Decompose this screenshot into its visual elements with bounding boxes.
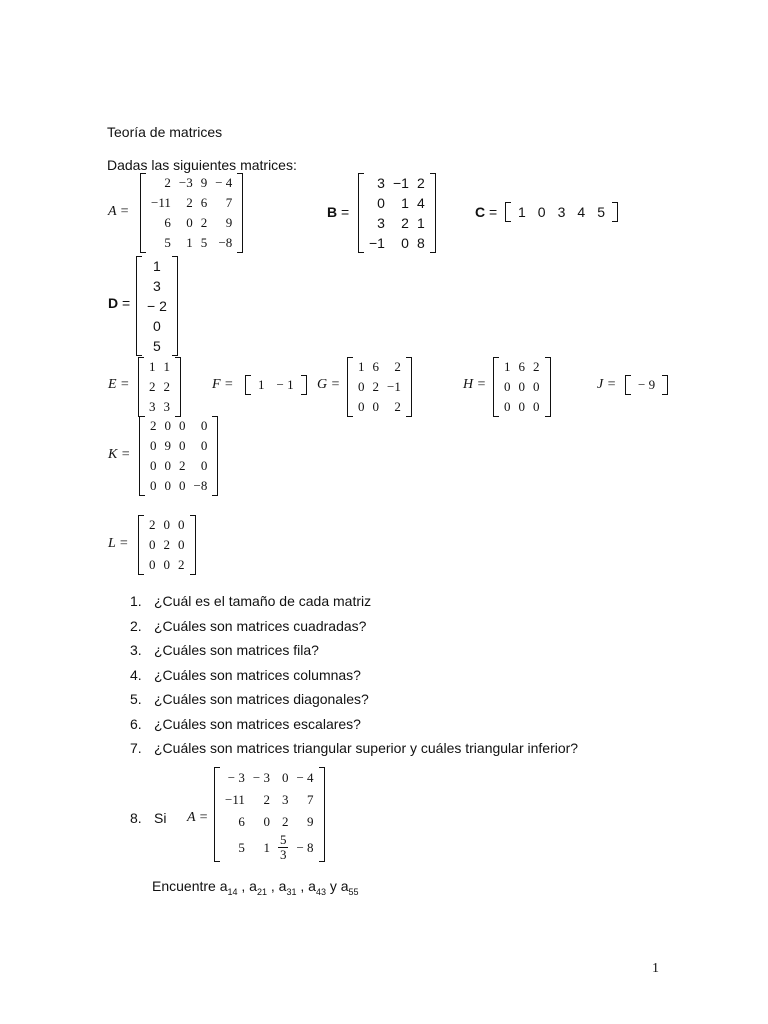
- matrix-entry: 0: [153, 318, 161, 334]
- matrix-entry: − 3: [252, 770, 270, 785]
- matrix-B: [358, 173, 436, 253]
- label-C: C =: [475, 204, 498, 220]
- matrix-entry: 0: [150, 478, 157, 493]
- matrix-entry: −1: [387, 379, 401, 394]
- label-F: F =: [212, 377, 234, 392]
- matrix-entry: 5: [153, 338, 161, 354]
- label-D: D =: [108, 295, 131, 311]
- label-A: A =: [108, 204, 130, 219]
- matrix-entry: 2: [394, 399, 401, 414]
- matrix-entry: 2: [163, 379, 170, 394]
- matrix-entry: 7: [307, 792, 314, 807]
- matrix-entry: 2: [200, 215, 208, 230]
- question-number: 1.: [130, 593, 142, 609]
- matrix-entry: 0: [533, 399, 540, 414]
- matrix-entry: −11: [151, 195, 171, 210]
- matrix-entry: 0: [533, 379, 540, 394]
- matrix-entry: 1: [504, 359, 511, 374]
- matrix-entry: 2: [150, 418, 157, 433]
- question-item: [130, 593, 578, 618]
- label-L: L =: [108, 536, 129, 551]
- matrix-entry: − 4: [296, 770, 314, 785]
- matrix-entry: 2: [149, 379, 156, 394]
- question-number: 3.: [130, 642, 142, 658]
- matrix-entry: 2: [533, 359, 540, 374]
- matrix-entry: 6: [164, 215, 171, 230]
- matrix-entry: − 2: [147, 298, 167, 314]
- label-H: H =: [463, 377, 487, 392]
- matrix-entry: 0: [179, 418, 186, 433]
- matrix-entry: 0: [164, 458, 171, 473]
- matrix-D: [136, 256, 178, 356]
- matrix-K: [139, 416, 218, 496]
- matrix-entry: 1: [149, 359, 156, 374]
- matrix-A2: [214, 767, 325, 862]
- matrix-entry: 2: [163, 537, 170, 552]
- label-B: B =: [327, 204, 350, 220]
- matrix-entry: 0: [358, 399, 365, 414]
- matrix-entry: 0: [372, 399, 379, 414]
- matrix-entry: 0: [401, 235, 409, 251]
- matrix-entry: 5: [164, 235, 171, 250]
- question-number: 6.: [130, 715, 142, 732]
- matrix-entry: 0: [377, 195, 385, 211]
- matrix-entry: 5: [200, 235, 208, 250]
- matrix-entry: 1: [153, 258, 161, 274]
- page-title: Teoría de matrices: [107, 124, 223, 140]
- matrix-entry: 2: [394, 359, 401, 374]
- question-item: [130, 618, 578, 643]
- matrix-entry: 0: [150, 438, 157, 453]
- matrix-entry: 0: [358, 379, 365, 394]
- matrix-entry: 0: [263, 814, 270, 829]
- matrix-entry: 2: [178, 557, 185, 572]
- matrix-entry: 0: [149, 537, 156, 552]
- matrix-entry: 3: [557, 204, 566, 220]
- matrix-entry: 0: [150, 458, 157, 473]
- label-E: E =: [108, 377, 130, 392]
- matrix-entry: 0: [537, 204, 546, 220]
- matrix-A: [140, 173, 243, 253]
- matrix-entry: 5: [597, 204, 605, 220]
- matrix-entry: 3: [281, 792, 289, 807]
- question-item: [130, 740, 578, 765]
- matrix-entry: 0: [164, 478, 171, 493]
- matrix-entry: −11: [225, 792, 245, 807]
- matrix-entry: 5: [238, 839, 245, 855]
- matrix-H: [493, 357, 551, 417]
- matrix-entry: 4: [416, 195, 425, 211]
- matrix-entry: 6: [200, 195, 208, 210]
- matrix-J: [625, 375, 668, 395]
- matrix-entry: 2: [149, 517, 156, 532]
- label-A2: A =: [187, 810, 209, 825]
- matrix-entry: 9: [200, 175, 208, 190]
- matrix-entry: 0: [163, 557, 170, 572]
- matrix-C: [505, 202, 618, 222]
- matrix-entry: − 3: [227, 770, 245, 785]
- find-instruction: Encuentre $a_{14}$ , $a_{21}$ , $a_{31}$ , $a_{43}$ y $a_{55}$: [152, 878, 359, 897]
- matrix-entry: 0: [178, 517, 185, 532]
- matrix-entry: −8: [218, 235, 233, 250]
- label-G: G =: [317, 377, 341, 392]
- matrix-entry: 0: [504, 379, 511, 394]
- matrix-entry: 0: [179, 438, 186, 453]
- matrix-F: [245, 375, 307, 395]
- matrix-entry: 2: [179, 458, 186, 473]
- matrix-entry: 6: [238, 814, 245, 829]
- question-text: ¿Cuáles son matrices triangular superior y cuáles triangular inferior?: [154, 740, 579, 756]
- matrix-entry: 9: [307, 814, 314, 829]
- matrix-entry: −1: [392, 175, 409, 191]
- matrix-entry: 0: [163, 517, 170, 532]
- matrix-entry: 1: [358, 359, 365, 374]
- matrix-entry: 0: [200, 438, 208, 453]
- matrix-entry: 0: [178, 537, 185, 552]
- matrix-entry: 0: [504, 399, 511, 414]
- matrix-entry-fraction: $\frac{5}{3}$: [279, 832, 287, 862]
- matrix-entry: −1: [369, 235, 385, 251]
- matrix-entry: 2: [281, 814, 289, 829]
- matrix-entry: − 9: [638, 377, 656, 392]
- intro-text: Dadas las siguientes matrices:: [107, 157, 297, 173]
- matrix-entry: 6: [518, 359, 525, 374]
- question-text: ¿Cuáles son matrices fila?: [154, 642, 319, 658]
- matrix-entry: 3: [163, 399, 170, 414]
- matrix-entry: 1: [416, 215, 425, 231]
- question-item: [130, 691, 578, 716]
- matrix-entry: 6: [372, 359, 379, 374]
- question-list: [130, 593, 578, 765]
- matrix-E: [138, 357, 181, 417]
- matrix-entry: 9: [164, 438, 171, 453]
- question-number: 2.: [130, 617, 142, 634]
- question-number: 5.: [130, 691, 142, 707]
- matrix-entry: 4: [577, 204, 586, 220]
- matrix-entry: 3: [153, 278, 161, 294]
- question-number: 4.: [130, 666, 142, 683]
- matrix-entry: 2: [372, 379, 379, 394]
- matrix-entry: 3: [377, 215, 385, 231]
- matrix-entry: 0: [518, 399, 525, 414]
- matrix-entry: −3: [178, 175, 193, 190]
- matrix-entry: 0: [281, 770, 289, 785]
- matrix-entry: − 4: [215, 175, 233, 190]
- matrix-entry: 0: [200, 458, 208, 473]
- matrix-entry: 8: [416, 235, 425, 251]
- matrix-entry: 0: [186, 215, 193, 230]
- matrix-entry: 2: [186, 195, 193, 210]
- matrix-entry: 9: [225, 215, 233, 230]
- matrix-entry: 1: [186, 235, 193, 250]
- question-text: ¿Cuáles son matrices escalares?: [154, 715, 361, 732]
- question-text: ¿Cuáles son matrices diagonales?: [154, 691, 369, 707]
- question-item: [130, 667, 578, 692]
- question-text: ¿Cuáles son matrices cuadradas?: [154, 617, 367, 634]
- question-text: ¿Cuál es el tamaño de cada matriz: [154, 593, 372, 609]
- matrix-entry: 0: [149, 557, 156, 572]
- matrix-entry: 1: [163, 359, 170, 374]
- question-item: [130, 716, 578, 741]
- matrix-entry: 3: [377, 175, 385, 191]
- matrix-entry: 2: [401, 215, 409, 231]
- matrix-entry: 0: [164, 418, 171, 433]
- matrix-entry: − 8: [296, 839, 314, 855]
- matrix-entry: 0: [518, 379, 525, 394]
- question-text: ¿Cuáles son matrices columnas?: [154, 666, 361, 683]
- matrix-entry: −8: [193, 478, 208, 493]
- label-J: J =: [597, 377, 617, 392]
- matrix-entry: 2: [263, 792, 270, 807]
- matrix-entry: 2: [416, 175, 425, 191]
- matrix-entry: 1: [258, 377, 265, 392]
- matrix-entry: 3: [149, 399, 156, 414]
- matrix-entry: 1: [401, 195, 409, 211]
- question-item: [130, 642, 578, 667]
- matrix-L: [138, 515, 196, 575]
- matrix-entry: 1: [263, 839, 270, 855]
- matrix-entry: − 1: [276, 377, 294, 392]
- matrix-entry: 2: [164, 175, 171, 190]
- matrix-entry: 7: [225, 195, 233, 210]
- matrix-entry: 0: [200, 418, 208, 433]
- matrix-entry: 1: [518, 204, 526, 220]
- label-K: K =: [108, 447, 131, 462]
- matrix-entry: 0: [179, 478, 186, 493]
- question-number: 7.: [130, 740, 142, 756]
- question-8: 8. Si: [130, 810, 167, 826]
- page-number: 1: [652, 961, 659, 976]
- matrix-G: [347, 357, 412, 417]
